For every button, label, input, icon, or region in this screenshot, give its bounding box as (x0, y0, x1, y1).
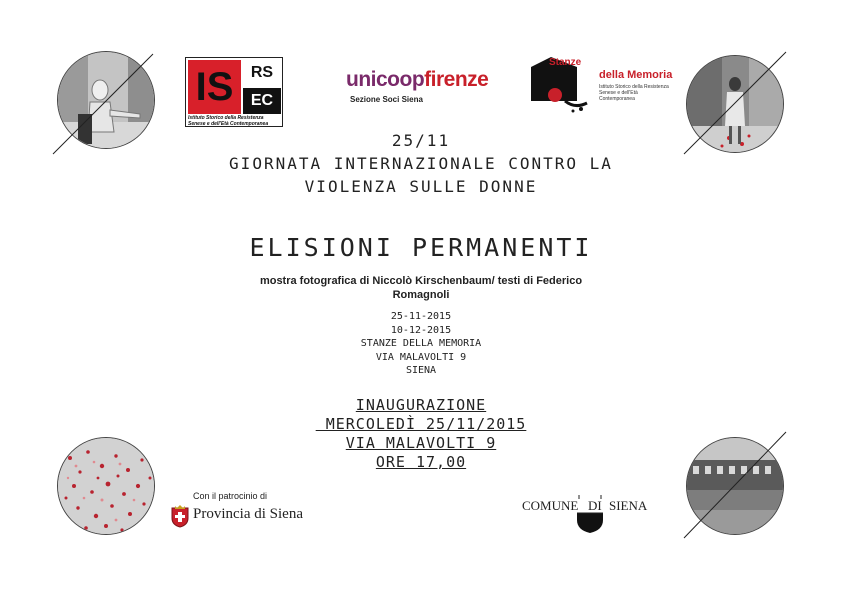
info-address: VIA MALAVOLTI 9 (375, 351, 467, 363)
comune-name-right: SIENA (609, 498, 648, 513)
isrsec-caption: Istituto Storico della Resistenza Senese e dell'Età Contemporanea (188, 115, 269, 127)
exhibition-info (0, 310, 842, 378)
inauguration-date: MERCOLEDÌ 25/11/2015 (315, 415, 527, 433)
unicoop-brand-firenze: firenze (424, 68, 489, 91)
unicoop-logo (346, 68, 506, 108)
comune-name-di: DI (588, 498, 602, 513)
comune-name-left: COMUNE (522, 498, 579, 513)
inauguration-time: ORE 17,00 (375, 453, 467, 471)
info-start-date: 25-11-2015 (390, 311, 452, 322)
exhibition-subtitle-line2: Romagnoli (392, 289, 450, 301)
comune-shield-icon (573, 494, 607, 534)
provincia-crest-icon (170, 504, 190, 528)
stanze-caption: Istituto Storico della Resistenza Senese e dell'Età Contemporanea (599, 84, 669, 102)
unicoop-subtitle: Sezione Soci Siena (350, 95, 423, 104)
stanze-title-memoria: della Memoria (599, 69, 673, 81)
isrsec-letters-rs: RS (243, 60, 281, 86)
isrsec-logo (185, 57, 283, 127)
inauguration-block (0, 396, 842, 472)
event-date: 25/11 (391, 131, 451, 150)
info-end-date: 10-12-2015 (390, 324, 452, 336)
event-title-line2: VIOLENZA SULLE DONNE (304, 177, 538, 196)
stanze-memoria-logo (531, 57, 671, 119)
inauguration-address: VIA MALAVOLTI 9 (345, 434, 497, 452)
event-title-line1: GIORNATA INTERNAZIONALE CONTRO LA (229, 154, 613, 173)
comune-logo (522, 494, 652, 534)
exhibition-subtitle-line1: mostra fotografica di Niccolò Kirschenbaum/ testi di Federico (259, 275, 583, 287)
provincia-name: Provincia di Siena (193, 506, 303, 522)
stanze-title-stanze: Stanze (549, 57, 582, 68)
exhibition-title: ELISIONI PERMANENTI (249, 233, 593, 262)
inauguration-label: INAUGURAZIONE (355, 396, 487, 414)
info-city: SIENA (405, 365, 437, 376)
info-venue: STANZE DELLA MEMORIA (360, 338, 482, 349)
patronage-caption: Con il patrocinio di (193, 491, 268, 501)
isrsec-letters-is: IS (188, 60, 241, 114)
isrsec-letters-ec: EC (243, 88, 281, 114)
unicoop-brand-uni: unicoop (346, 68, 425, 91)
